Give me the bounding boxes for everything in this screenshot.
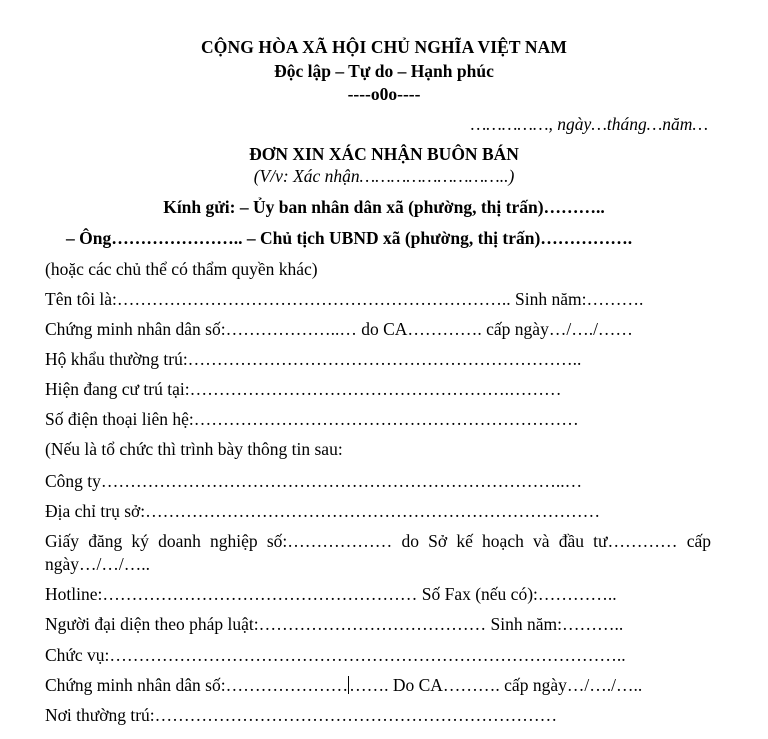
representative-id-rest: ……. Do CA………. cấp ngày…/…./….. — [349, 675, 643, 695]
header-divider: ----o0o---- — [347, 84, 421, 104]
representative-id-label: Chứng minh nhân dân số:………………… — [45, 675, 349, 695]
other-authority-note: (hoặc các chủ thể có thẩm quyền khác) — [45, 259, 318, 279]
position-field: Chức vụ:…………………………………………………………………………….. — [45, 645, 626, 665]
business-registration-date: ngày…/…/….. — [45, 554, 150, 574]
permanent-residence-field: Nơi thường trú:…………………………………………………………… — [45, 705, 558, 725]
date-line: ……………, ngày…tháng…năm… — [470, 114, 708, 134]
recipient-line-2: – Ông………………….. – Chủ tịch UBND xã (phường, thị trấn)……………. — [66, 228, 633, 248]
business-registration-field: Giấy đăng ký doanh nghiệp số:……………… do Sở kế hoạch và đầu tư………… cấp — [45, 531, 711, 551]
id-card-field: Chứng minh nhân dân số:………………..… do CA…………. cấp ngày…/…./…… — [45, 319, 633, 339]
document-title: ĐƠN XIN XÁC NHẬN BUÔN BÁN — [249, 144, 519, 164]
recipient-line-1: Kính gửi: – Ủy ban nhân dân xã (phường, thị trấn)……….. — [163, 197, 605, 217]
household-field: Hộ khẩu thường trú:………………………………………………………….. — [45, 349, 582, 369]
document-subject: (V/v: Xác nhận………………………..) — [253, 166, 515, 186]
head-office-address-field: Địa chỉ trụ sở:…………………………………………………………………… — [45, 501, 601, 521]
residence-field: Hiện đang cư trú tại:……………………………………………….……… — [45, 379, 562, 399]
national-title: CỘNG HÒA XÃ HỘI CHỦ NGHĨA VIỆT NAM — [201, 37, 567, 57]
phone-field: Số điện thoại liên hệ:………………………………………………………… — [45, 409, 579, 429]
legal-representative-field: Người đại diện theo pháp luật:………………………………… Sinh năm:……….. — [45, 614, 624, 634]
company-field: Công ty……………………………………………………………………..… — [45, 471, 583, 491]
organization-note: (Nếu là tổ chức thì trình bày thông tin sau: — [45, 439, 343, 459]
hotline-fax-field: Hotline:……………………………………………… Số Fax (nếu có):………….. — [45, 584, 617, 604]
applicant-name-field: Tên tôi là:………………………………………………………….. Sinh năm:………. — [45, 289, 644, 309]
national-motto: Độc lập – Tự do – Hạnh phúc — [274, 61, 494, 81]
representative-id-field — [45, 675, 642, 696]
